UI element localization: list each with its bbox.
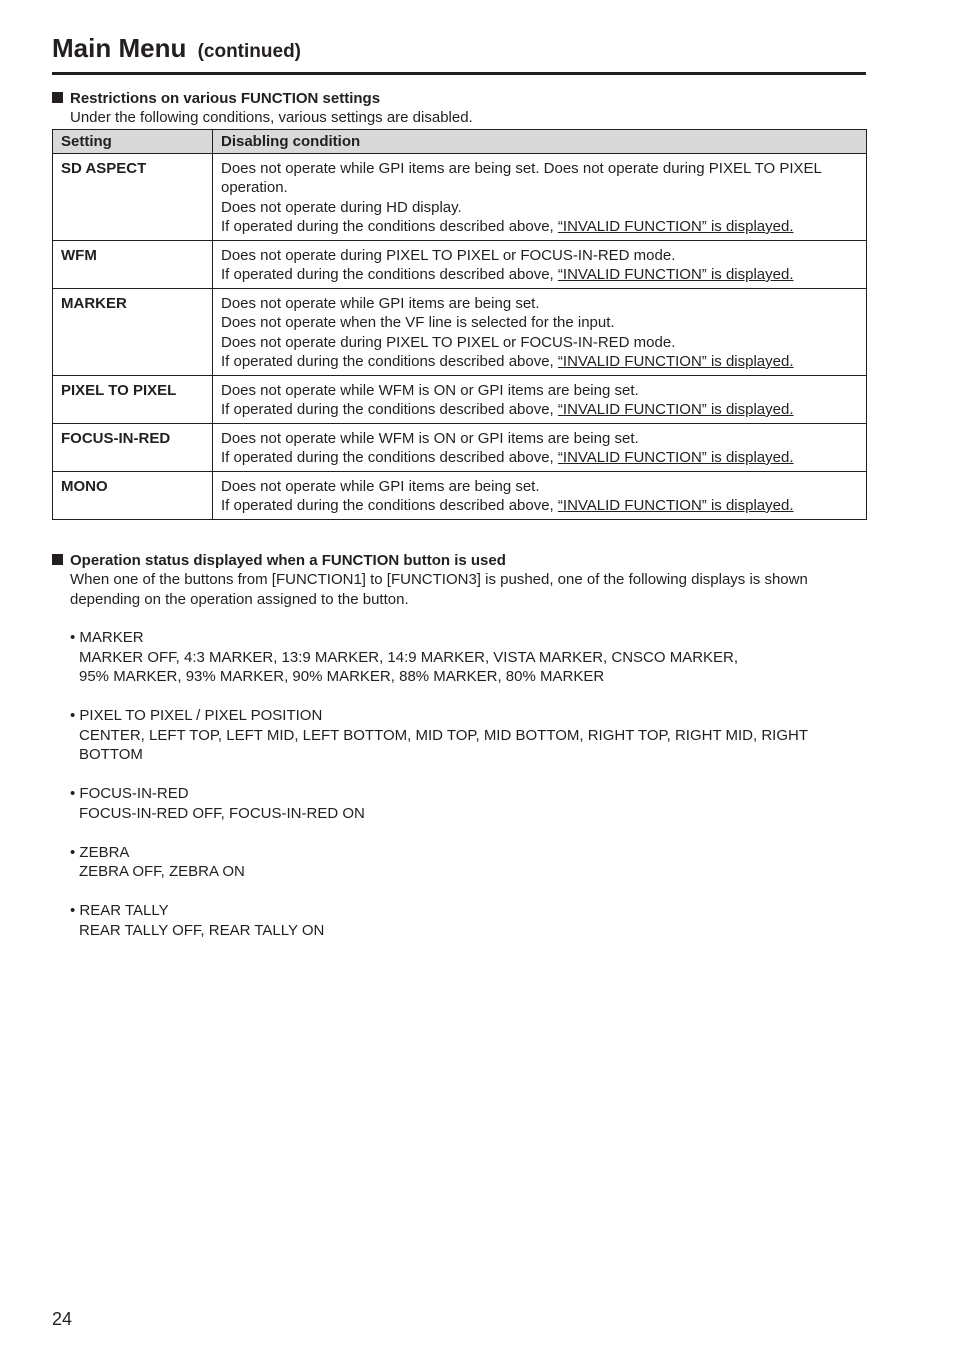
list-item-values [70,862,870,882]
condition-footer-text: If operated during the conditions described above, [221,497,558,514]
table-row [53,288,867,375]
invalid-function-note: “INVALID FUNCTION” is displayed. [557,218,794,235]
section-heading-operation-status [52,551,506,570]
list-item-values [70,921,870,941]
list-item-value-line: CENTER, LEFT TOP, LEFT MID, LEFT BOTTOM, MID TOP, MID BOTTOM, RIGHT TOP, RIGHT MID, RIGHT BOTTOM [79,726,808,763]
condition-footer-text: If operated during the conditions described above, [221,353,558,370]
page-title [52,31,301,69]
page-number: 24 [52,1309,73,1329]
list-item-values [70,648,870,687]
condition-footer [221,400,858,420]
page-subtitle: (continued) [197,41,302,62]
list-item [70,784,870,823]
condition-line: Does not operate during PIXEL TO PIXEL or FOCUS-IN-RED mode. [221,333,676,351]
list-item-name: • REAR TALLY [70,902,169,919]
list-item-name: • ZEBRA [70,843,130,861]
condition-line: Does not operate while WFM is ON or GPI items are being set. [221,429,639,447]
column-header-setting: Setting [53,130,213,154]
condition-footer-text: If operated during the conditions described above, [221,401,558,418]
table-row [53,423,867,471]
list-item [70,843,870,882]
restrictions-table [52,129,867,520]
condition-footer [221,496,858,516]
condition-cell [213,423,867,471]
setting-cell: FOCUS-IN-RED [53,423,213,471]
table-header-row [53,130,867,154]
list-item-value-line: FOCUS-IN-RED OFF, FOCUS-IN-RED ON [79,804,365,822]
list-item-value-line: 95% MARKER, 93% MARKER, 90% MARKER, 88% MARKER, 80% MARKER [79,668,605,685]
condition-cell [213,288,867,375]
invalid-function-note: “INVALID FUNCTION” is displayed. [557,266,794,283]
invalid-function-note: “INVALID FUNCTION” is displayed. [557,449,794,466]
section-heading-text: Restrictions on various FUNCTION settings [70,90,381,107]
condition-line: Does not operate while GPI items are being set. Does not operate during PIXEL TO PIXEL operation. [221,159,822,196]
list-item-name: • FOCUS-IN-RED [70,785,189,802]
setting-cell: SD ASPECT [53,153,213,240]
list-item-value-line: ZEBRA OFF, ZEBRA ON [79,863,245,880]
column-header-condition: Disabling condition [213,130,867,154]
section-intro-operation-status: When one of the buttons from [FUNCTION1] to [FUNCTION3] is pushed, one of the following displays is shown depending on the operation assigned to the button. [70,571,808,608]
condition-cell [213,153,867,240]
setting-cell: WFM [53,240,213,288]
condition-footer [221,217,858,237]
list-item-values [70,726,870,765]
table-row [53,375,867,423]
condition-footer-text: If operated during the conditions described above, [221,218,558,235]
condition-cell [213,240,867,288]
table-row [53,240,867,288]
condition-footer-text: If operated during the conditions described above, [221,449,558,466]
condition-line: Does not operate when the VF line is selected for the input. [221,314,615,331]
condition-footer-text: If operated during the conditions described above, [221,266,558,283]
restrictions-table-body [53,153,867,519]
condition-line: Does not operate during HD display. [221,198,462,216]
table-row [53,153,867,240]
condition-footer [221,265,858,285]
invalid-function-note: “INVALID FUNCTION” is displayed. [557,401,794,418]
square-bullet-icon [52,554,63,565]
section-heading-restrictions [52,89,380,108]
list-item [70,706,870,765]
setting-cell: MONO [53,471,213,519]
setting-cell: MARKER [53,288,213,375]
list-item-values [70,804,870,824]
condition-line: Does not operate while WFM is ON or GPI items are being set. [221,381,639,399]
table-row [53,471,867,519]
page-title-text: Main Menu [52,33,187,63]
condition-line: Does not operate while GPI items are being set. [221,294,540,312]
section-heading-text: Operation status displayed when a FUNCTION button is used [70,552,506,569]
list-item-value-line: REAR TALLY OFF, REAR TALLY ON [79,921,325,939]
operation-status-list [70,628,870,960]
section-intro-restrictions: Under the following conditions, various settings are disabled. [70,109,473,126]
condition-cell [213,375,867,423]
title-divider [52,72,866,75]
list-item-name: • MARKER [70,629,144,646]
condition-cell [213,471,867,519]
invalid-function-note: “INVALID FUNCTION” is displayed. [557,353,794,370]
invalid-function-note: “INVALID FUNCTION” is displayed. [557,497,794,514]
condition-footer [221,448,858,468]
list-item [70,901,870,940]
list-item-value-line: MARKER OFF, 4:3 MARKER, 13:9 MARKER, 14:9 MARKER, VISTA MARKER, CNSCO MARKER, [79,648,739,666]
list-item-name: • PIXEL TO PIXEL / PIXEL POSITION [70,707,323,724]
setting-cell: PIXEL TO PIXEL [53,375,213,423]
condition-line: Does not operate while GPI items are being set. [221,477,540,495]
condition-line: Does not operate during PIXEL TO PIXEL or FOCUS-IN-RED mode. [221,246,676,264]
list-item [70,628,870,687]
condition-footer [221,352,858,372]
square-bullet-icon [52,92,63,103]
